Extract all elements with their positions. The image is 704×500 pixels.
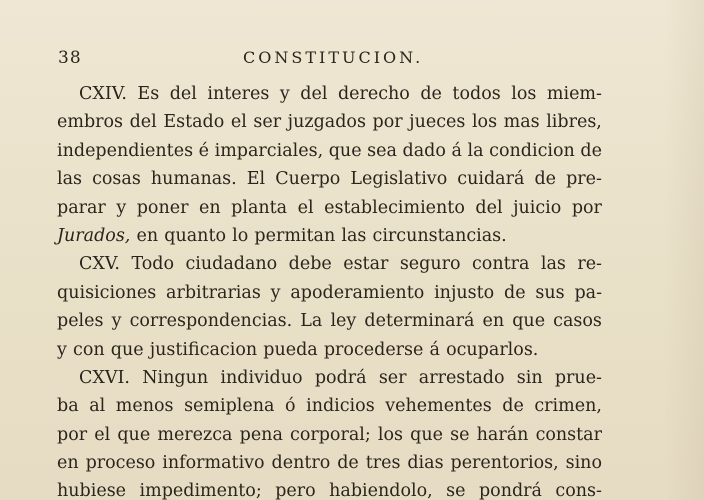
word: circunstancias. bbox=[372, 225, 507, 246]
word: estar bbox=[343, 254, 389, 275]
word: pero bbox=[275, 481, 316, 500]
word: individuo bbox=[220, 367, 303, 388]
word: determinará bbox=[364, 311, 475, 332]
word: Cuerpo bbox=[275, 169, 341, 190]
word: Todo bbox=[131, 254, 175, 275]
word: corporal; bbox=[290, 424, 371, 445]
word: con bbox=[73, 339, 105, 360]
word: juzgados bbox=[287, 112, 366, 133]
word: interes bbox=[207, 84, 270, 104]
word: miem- bbox=[546, 84, 602, 104]
word: podrá bbox=[314, 367, 367, 388]
word: El bbox=[246, 169, 266, 190]
word: harán bbox=[476, 424, 529, 445]
word: ba bbox=[57, 396, 79, 417]
word: por bbox=[57, 424, 88, 445]
running-head: CONSTITUCION. bbox=[243, 48, 424, 67]
word: del bbox=[169, 84, 197, 104]
word: se bbox=[446, 481, 466, 500]
word: poner bbox=[136, 197, 189, 218]
word: peles bbox=[57, 311, 104, 332]
word: cuidará bbox=[457, 169, 525, 190]
word: permitan bbox=[254, 225, 336, 246]
word: derecho bbox=[337, 84, 410, 104]
word: y bbox=[116, 197, 127, 218]
word: justificacion bbox=[149, 339, 258, 360]
word: de bbox=[502, 396, 524, 417]
word: y bbox=[57, 339, 67, 360]
word: menos bbox=[115, 396, 174, 417]
word: á bbox=[451, 140, 462, 161]
word: parar bbox=[57, 197, 106, 218]
word: ser bbox=[253, 112, 282, 133]
word: ley bbox=[330, 311, 357, 332]
word: Ningun bbox=[142, 367, 209, 388]
word: quisiciones bbox=[57, 282, 157, 303]
word: dias bbox=[407, 453, 444, 474]
text-line bbox=[57, 108, 602, 136]
word: por bbox=[372, 112, 403, 133]
word: los bbox=[471, 112, 498, 133]
word: las bbox=[540, 254, 566, 275]
word: Estado bbox=[163, 112, 225, 133]
word: cosas bbox=[92, 169, 141, 190]
word: que bbox=[328, 140, 362, 161]
word: lo bbox=[232, 225, 249, 246]
word: mas bbox=[503, 112, 540, 133]
word: sino bbox=[565, 453, 602, 474]
word: CXIV. bbox=[79, 84, 127, 104]
word: que bbox=[117, 424, 151, 445]
word: re- bbox=[577, 254, 602, 275]
word: ciudadano bbox=[185, 254, 278, 275]
word: Legislativo bbox=[350, 169, 448, 190]
word: que bbox=[410, 424, 444, 445]
word: La bbox=[300, 311, 323, 332]
text-line bbox=[57, 364, 602, 392]
word: de bbox=[580, 140, 602, 161]
word: crimen, bbox=[534, 396, 602, 417]
text-line bbox=[57, 279, 602, 307]
word: arrestado bbox=[418, 367, 505, 388]
word: é bbox=[198, 140, 210, 161]
word: procederse bbox=[323, 339, 424, 360]
word: constar bbox=[535, 424, 602, 445]
text-line bbox=[57, 477, 602, 500]
word: los bbox=[511, 84, 537, 104]
text-line bbox=[57, 421, 602, 449]
word: el bbox=[94, 424, 111, 445]
word: dado bbox=[402, 140, 446, 161]
word: informativo bbox=[162, 453, 265, 474]
word: injusto bbox=[434, 282, 495, 303]
word: quanto bbox=[164, 225, 227, 246]
text-line bbox=[57, 449, 602, 477]
word: en bbox=[57, 453, 79, 474]
word: planta bbox=[231, 197, 288, 218]
word: por bbox=[571, 197, 602, 218]
word: debe bbox=[288, 254, 332, 275]
word: establecimiento bbox=[324, 197, 465, 218]
word: todos bbox=[452, 84, 501, 104]
word: independientes bbox=[57, 140, 194, 161]
word: el bbox=[297, 197, 314, 218]
word: sus bbox=[535, 282, 565, 303]
word: las bbox=[57, 169, 83, 190]
word: pueda bbox=[263, 339, 318, 360]
word: correspondencias. bbox=[129, 311, 293, 332]
word: jueces bbox=[409, 112, 466, 133]
word: perentorios, bbox=[450, 453, 559, 474]
word: sea bbox=[367, 140, 397, 161]
word: Es bbox=[137, 84, 160, 104]
text-line bbox=[57, 307, 602, 335]
text-line bbox=[57, 250, 602, 278]
word: apoderamiento bbox=[290, 282, 425, 303]
word: sin bbox=[516, 367, 543, 388]
word: imparciales, bbox=[214, 140, 324, 161]
word: del bbox=[129, 112, 157, 133]
word: de bbox=[504, 282, 526, 303]
word: pa- bbox=[574, 282, 602, 303]
word: del bbox=[475, 197, 503, 218]
word: prue- bbox=[554, 367, 602, 388]
page-edge-shadow bbox=[664, 0, 704, 500]
word: y bbox=[270, 282, 281, 303]
word: contra bbox=[471, 254, 530, 275]
text-line bbox=[57, 194, 602, 222]
word: ser bbox=[378, 367, 407, 388]
word: hubiese bbox=[57, 481, 127, 500]
text-line bbox=[57, 222, 602, 250]
word: que bbox=[110, 339, 144, 360]
word: los bbox=[377, 424, 404, 445]
word: seguro bbox=[399, 254, 461, 275]
word: al bbox=[89, 396, 106, 417]
page-number: 38 bbox=[58, 48, 82, 68]
word: embros bbox=[57, 112, 124, 133]
word: las bbox=[341, 225, 367, 246]
word: en bbox=[198, 197, 221, 218]
word: del bbox=[300, 84, 328, 104]
word: dentro bbox=[271, 453, 331, 474]
word: pre- bbox=[566, 169, 602, 190]
word: de bbox=[420, 84, 442, 104]
word: de bbox=[337, 453, 359, 474]
word: casos bbox=[553, 311, 602, 332]
word: impedimento; bbox=[139, 481, 262, 500]
text-line bbox=[57, 80, 602, 108]
word: indicios bbox=[306, 396, 375, 417]
word: arbitrarias bbox=[166, 282, 261, 303]
word: humanas. bbox=[150, 169, 237, 190]
word: en bbox=[482, 311, 505, 332]
word: proceso bbox=[85, 453, 156, 474]
word: vehementes bbox=[385, 396, 492, 417]
word: merezca bbox=[157, 424, 233, 445]
word: la bbox=[467, 140, 484, 161]
word: CXV. bbox=[79, 254, 120, 275]
word: condicion bbox=[489, 140, 575, 161]
word: se bbox=[450, 424, 470, 445]
word: á bbox=[429, 339, 440, 360]
word: el bbox=[230, 112, 247, 133]
word: tres bbox=[365, 453, 401, 474]
word: ó bbox=[285, 396, 296, 417]
word: que bbox=[512, 311, 546, 332]
word: semiplena bbox=[184, 396, 275, 417]
word: juicio bbox=[513, 197, 562, 218]
word: pondrá bbox=[478, 481, 542, 500]
word: Jurados, bbox=[57, 225, 131, 246]
word: ocuparlos. bbox=[446, 339, 539, 360]
word: habiendolo, bbox=[329, 481, 433, 500]
text-line bbox=[57, 336, 602, 364]
word: de bbox=[534, 169, 557, 190]
text-line bbox=[57, 392, 602, 420]
word: pena bbox=[239, 424, 283, 445]
word: cons- bbox=[555, 481, 602, 500]
word: CXVI. bbox=[79, 367, 130, 388]
word: libres, bbox=[546, 112, 602, 133]
word: en bbox=[136, 225, 159, 246]
text-line bbox=[57, 137, 602, 165]
word: y bbox=[111, 311, 122, 332]
text-line bbox=[57, 165, 602, 193]
body-text bbox=[57, 80, 602, 500]
word: y bbox=[279, 84, 290, 104]
